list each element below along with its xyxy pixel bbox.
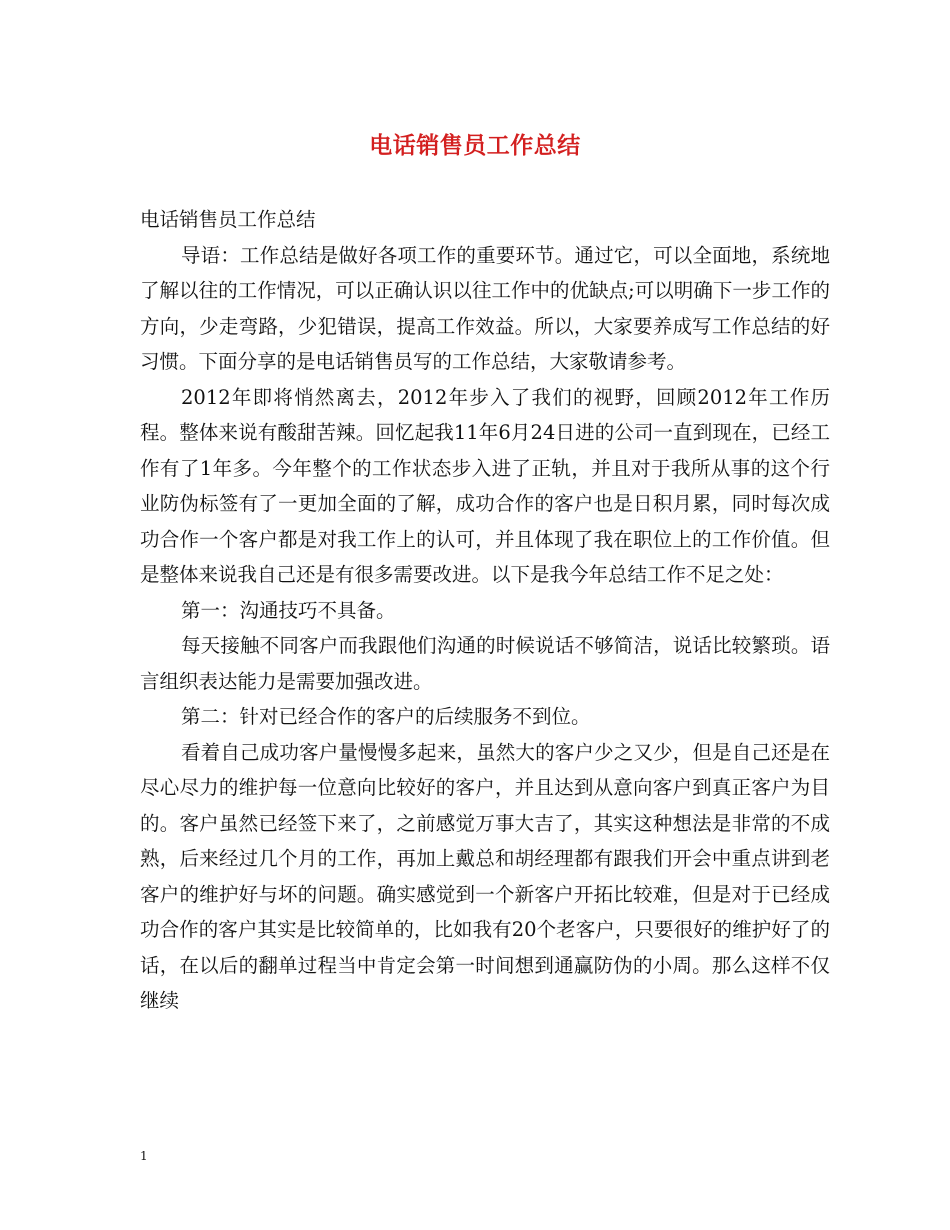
paragraph-communication: 每天接触不同客户而我跟他们沟通的时候说话不够简洁，说话比较繁琐。语言组织表达能力是需要加强改进。: [140, 634, 830, 693]
paragraph-review: 2012年即将悄然离去，2012年步入了我们的视野，回顾2012年工作历程。整体来说有酸甜苦辣。回忆起我11年6月24日进的公司一直到现在，已经工作有了1年多。今年整个的工作状态步入进了正轨，并且对于我所从事的这个行业防伪标签有了一更加全面的了解，成功合作的客户也是日积月累，同时每次成功合作一个客户都是对我工作上的认可，并且体现了我在职位上的工作价值。但是整体来说我自己还是有很多需要改进。以下是我今年总结工作不足之处：: [140, 385, 830, 586]
paragraph-point-one: 第一：沟通技巧不具备。: [181, 598, 396, 622]
document-title: 电话销售员工作总结: [369, 132, 581, 159]
paragraph-point-two: 第二：针对已经合作的客户的后续服务不到位。: [181, 705, 591, 728]
paragraph-client-service: 看着自己成功客户量慢慢多起来，虽然大的客户少之又少，但是自己还是在尽心尽力的维护每一位意向比较好的客户，并且达到从意向客户到真正客户为目的。客户虽然已经签下来了，之前感觉万事大吉了，其实这种想法是非常的不成熟，后来经过几个月的工作，再加上戴总和胡经理都有跟我们开会中重点讲到老客户的维护好与坏的问题。确实感觉到一个新客户开拓比较难，但是对于已经成功合作的客户其实是比较简单的，比如我有20个老客户，只要很好的维护好了的话，在以后的翻单过程当中肯定会第一时间想到通赢防伪的小周。那么这样不仅继续: [140, 740, 830, 1012]
document-body: [140, 202, 830, 1019]
paragraph-intro: 导语：工作总结是做好各项工作的重要环节。通过它，可以全面地，系统地了解以往的工作情况，可以正确认识以往工作中的优缺点;可以明确下一步工作的方向，少走弯路，少犯错误，提高工作效益。所以，大家要养成写工作总结的好习惯。下面分享的是电话销售员写的工作总结，大家敬请参考。: [140, 243, 830, 373]
page-number: 1: [140, 1149, 148, 1163]
heading-line: 电话销售员工作总结: [140, 208, 316, 231]
